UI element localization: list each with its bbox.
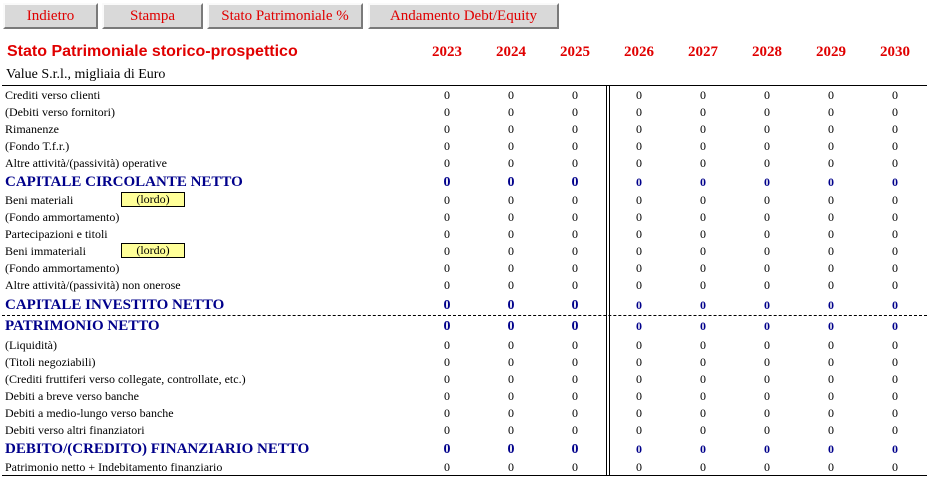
value-cell: 0 [636,423,642,437]
value-cell: 0 [892,261,898,275]
value-cell: 0 [828,244,834,258]
value-cell: 0 [636,406,642,420]
value-cell: 0 [508,338,514,352]
value-cell: 0 [892,338,898,352]
value-cell: 0 [828,261,834,275]
value-cell: 0 [764,227,770,241]
value-cell: 0 [444,244,450,258]
value-cell: 0 [507,442,515,457]
year-header: 2028 [752,44,782,60]
value-cell: 0 [828,442,834,456]
table-row [0,138,940,155]
value-cell: 0 [444,227,450,241]
value-cell: 0 [892,406,898,420]
table-row-total [0,296,940,313]
value-cell: 0 [572,389,578,403]
value-cell: 0 [828,338,834,352]
value-cell: 0 [700,175,706,189]
value-cell: 0 [572,460,578,474]
table-row [0,192,940,209]
table-row [0,87,940,104]
value-cell: 0 [828,122,834,136]
value-cell: 0 [764,88,770,102]
value-cell: 0 [764,338,770,352]
value-cell: 0 [636,105,642,119]
value-cell: 0 [636,338,642,352]
value-cell: 0 [700,88,706,102]
value-cell: 0 [444,105,450,119]
debt-equity-trend-button[interactable]: Andamento Debt/Equity [368,3,559,29]
table-row [0,277,940,294]
value-cell: 0 [892,122,898,136]
value-cell: 0 [636,355,642,369]
value-cell: 0 [508,389,514,403]
value-cell: 0 [892,355,898,369]
value-cell: 0 [636,442,642,456]
value-cell: 0 [700,389,706,403]
value-cell: 0 [764,244,770,258]
value-cell: 0 [892,193,898,207]
value-cell: 0 [508,406,514,420]
value-cell: 0 [636,389,642,403]
year-header: 2029 [816,44,846,60]
value-cell: 0 [636,298,642,312]
value-cell: 0 [764,175,770,189]
row-label: Partecipazioni e titoli [5,227,108,241]
value-cell: 0 [508,122,514,136]
value-cell: 0 [572,139,578,153]
gross-value-tag: (lordo) [121,243,185,258]
value-cell: 0 [636,139,642,153]
row-label: Patrimonio netto + Indebitamento finanziario [5,460,223,474]
company-subtitle: Value S.r.l., migliaia di Euro [6,67,166,82]
row-label: (Debiti verso fornitori) [5,105,115,119]
value-cell: 0 [892,244,898,258]
value-cell: 0 [636,278,642,292]
row-label: Debiti a medio-lungo verso banche [5,406,174,420]
value-cell: 0 [636,156,642,170]
table-row-total [0,173,940,190]
value-cell: 0 [892,156,898,170]
value-cell: 0 [764,278,770,292]
table-row [0,155,940,172]
value-cell: 0 [444,210,450,224]
value-cell: 0 [828,355,834,369]
value-cell: 0 [892,319,898,333]
value-cell: 0 [892,88,898,102]
value-cell: 0 [764,139,770,153]
value-cell: 0 [828,88,834,102]
row-label: (Crediti fruttiferi verso collegate, controllate, etc.) [5,372,246,386]
value-cell: 0 [444,338,450,352]
row-label: Altre attività/(passività) non onerose [5,278,181,292]
value-cell: 0 [636,227,642,241]
table-row [0,104,940,121]
value-cell: 0 [636,261,642,275]
value-cell: 0 [508,244,514,258]
row-label: Altre attività/(passività) operative [5,156,167,170]
value-cell: 0 [507,298,515,313]
table-row [0,354,940,371]
value-cell: 0 [828,210,834,224]
value-cell: 0 [892,423,898,437]
value-cell: 0 [764,423,770,437]
value-cell: 0 [508,210,514,224]
row-label: (Fondo ammortamento) [5,210,120,224]
value-cell: 0 [700,156,706,170]
value-cell: 0 [444,193,450,207]
back-button[interactable]: Indietro [3,3,98,29]
value-cell: 0 [507,319,515,334]
value-cell: 0 [828,372,834,386]
value-cell: 0 [828,105,834,119]
row-label: (Fondo ammortamento) [5,261,120,275]
table-row [0,405,940,422]
year-header: 2023 [432,44,462,60]
value-cell: 0 [764,319,770,333]
value-cell: 0 [443,175,451,190]
table-row [0,243,940,260]
year-header: 2030 [880,44,910,60]
value-cell: 0 [636,122,642,136]
value-cell: 0 [764,193,770,207]
value-cell: 0 [828,389,834,403]
value-cell: 0 [636,175,642,189]
row-label: Beni immateriali [5,244,86,258]
table-row [0,371,940,388]
value-cell: 0 [764,210,770,224]
table-row [0,121,940,138]
value-cell: 0 [572,88,578,102]
value-cell: 0 [828,156,834,170]
value-cell: 0 [444,389,450,403]
value-cell: 0 [700,442,706,456]
value-cell: 0 [444,460,450,474]
value-cell: 0 [444,278,450,292]
value-cell: 0 [444,355,450,369]
value-cell: 0 [764,156,770,170]
value-cell: 0 [636,210,642,224]
value-cell: 0 [892,389,898,403]
value-cell: 0 [892,460,898,474]
value-cell: 0 [892,210,898,224]
page-title: Stato Patrimoniale storico-prospettico [7,43,298,60]
value-cell: 0 [572,193,578,207]
value-cell: 0 [572,156,578,170]
value-cell: 0 [892,372,898,386]
row-label: Beni materiali [5,193,74,207]
value-cell: 0 [444,423,450,437]
value-cell: 0 [508,227,514,241]
value-cell: 0 [508,355,514,369]
table-row [0,388,940,405]
value-cell: 0 [508,156,514,170]
value-cell: 0 [764,298,770,312]
table-row [0,337,940,354]
value-cell: 0 [700,460,706,474]
value-cell: 0 [700,423,706,437]
value-cell: 0 [764,442,770,456]
value-cell: 0 [572,261,578,275]
value-cell: 0 [764,105,770,119]
value-cell: 0 [700,261,706,275]
value-cell: 0 [892,227,898,241]
value-cell: 0 [700,139,706,153]
row-label: (Fondo T.f.r.) [5,139,70,153]
value-cell: 0 [636,193,642,207]
row-label: (Liquidità) [5,338,57,352]
year-header: 2027 [688,44,718,60]
value-cell: 0 [444,261,450,275]
value-cell: 0 [572,244,578,258]
print-button[interactable]: Stampa [102,3,203,29]
value-cell: 0 [700,298,706,312]
value-cell: 0 [892,139,898,153]
value-cell: 0 [700,278,706,292]
value-cell: 0 [572,372,578,386]
value-cell: 0 [892,298,898,312]
value-cell: 0 [443,442,451,457]
value-cell: 0 [700,372,706,386]
value-cell: 0 [828,319,834,333]
value-cell: 0 [892,442,898,456]
value-cell: 0 [700,122,706,136]
value-cell: 0 [508,105,514,119]
value-cell: 0 [700,319,706,333]
value-cell: 0 [828,423,834,437]
value-cell: 0 [636,88,642,102]
value-cell: 0 [572,122,578,136]
value-cell: 0 [572,406,578,420]
value-cell: 0 [828,227,834,241]
value-cell: 0 [636,319,642,333]
value-cell: 0 [764,460,770,474]
value-cell: 0 [508,193,514,207]
value-cell: 0 [636,460,642,474]
value-cell: 0 [444,406,450,420]
value-cell: 0 [571,175,579,190]
value-cell: 0 [572,338,578,352]
year-header: 2026 [624,44,654,60]
value-cell: 0 [508,261,514,275]
value-cell: 0 [764,406,770,420]
value-cell: 0 [571,442,579,457]
value-cell: 0 [700,355,706,369]
table-row-total [0,317,940,334]
table-row [0,209,940,226]
value-cell: 0 [700,227,706,241]
value-cell: 0 [444,88,450,102]
row-label: PATRIMONIO NETTO [5,318,160,334]
row-label: Debiti a breve verso banche [5,389,139,403]
row-label: DEBITO/(CREDITO) FINANZIARIO NETTO [5,441,310,457]
row-label: Debiti verso altri finanziatori [5,423,145,437]
value-cell: 0 [764,389,770,403]
value-cell: 0 [444,139,450,153]
value-cell: 0 [764,261,770,275]
year-header: 2024 [496,44,526,60]
value-cell: 0 [828,175,834,189]
value-cell: 0 [764,355,770,369]
value-cell: 0 [508,139,514,153]
value-cell: 0 [508,278,514,292]
row-label: (Titoli negoziabili) [5,355,96,369]
value-cell: 0 [508,372,514,386]
value-cell: 0 [444,372,450,386]
value-cell: 0 [636,244,642,258]
value-cell: 0 [508,460,514,474]
value-cell: 0 [700,210,706,224]
value-cell: 0 [571,319,579,334]
table-row [0,226,940,243]
value-cell: 0 [508,423,514,437]
table-row [0,422,940,439]
value-cell: 0 [507,175,515,190]
value-cell: 0 [700,193,706,207]
value-cell: 0 [636,372,642,386]
value-cell: 0 [828,139,834,153]
table-row-total [0,440,940,457]
table-row [0,459,940,476]
row-label: Crediti verso clienti [5,88,101,102]
table-row [0,260,940,277]
value-cell: 0 [700,406,706,420]
balance-sheet-percent-button[interactable]: Stato Patrimoniale % [207,3,363,29]
value-cell: 0 [828,298,834,312]
value-cell: 0 [508,88,514,102]
value-cell: 0 [700,338,706,352]
table-top-border [2,85,927,86]
gross-value-tag: (lordo) [121,192,185,207]
value-cell: 0 [700,105,706,119]
value-cell: 0 [572,278,578,292]
value-cell: 0 [572,227,578,241]
value-cell: 0 [892,278,898,292]
value-cell: 0 [700,244,706,258]
value-cell: 0 [444,122,450,136]
value-cell: 0 [571,298,579,313]
value-cell: 0 [572,105,578,119]
value-cell: 0 [828,193,834,207]
value-cell: 0 [444,156,450,170]
value-cell: 0 [764,122,770,136]
year-header: 2025 [560,44,590,60]
value-cell: 0 [572,355,578,369]
value-cell: 0 [572,210,578,224]
section-divider [2,315,927,316]
value-cell: 0 [828,278,834,292]
value-cell: 0 [892,175,898,189]
value-cell: 0 [828,460,834,474]
value-cell: 0 [443,298,451,313]
value-cell: 0 [892,105,898,119]
value-cell: 0 [764,372,770,386]
row-label: CAPITALE CIRCOLANTE NETTO [5,174,243,190]
value-cell: 0 [443,319,451,334]
row-label: CAPITALE INVESTITO NETTO [5,297,225,313]
value-cell: 0 [828,406,834,420]
value-cell: 0 [572,423,578,437]
row-label: Rimanenze [5,122,59,136]
